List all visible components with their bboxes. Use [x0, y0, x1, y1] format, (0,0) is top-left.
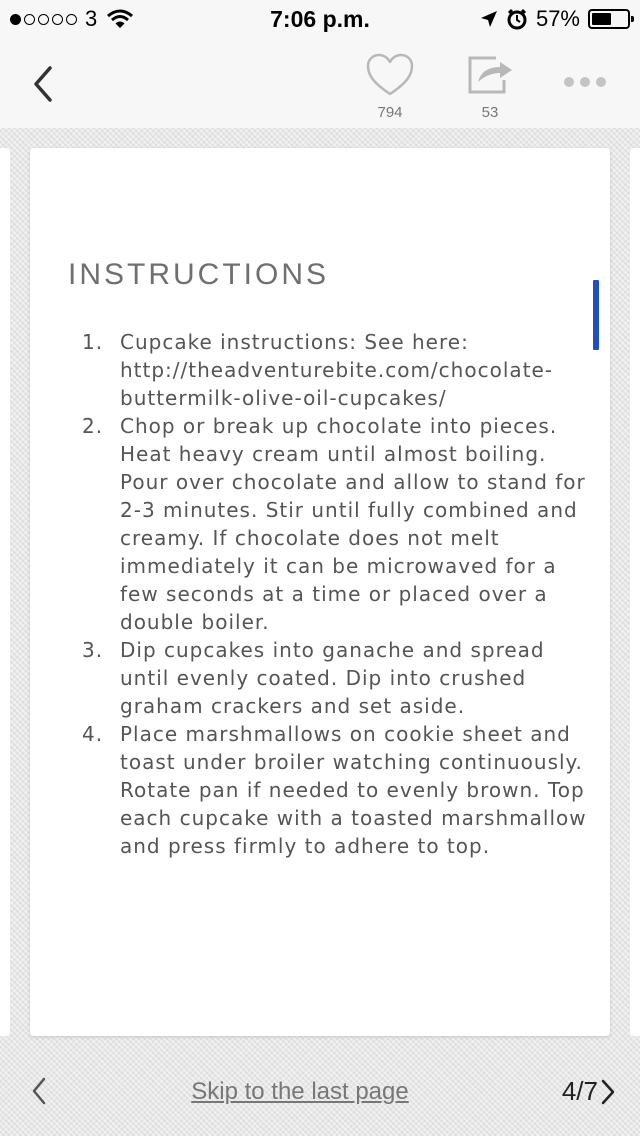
previous-page-card[interactable] [0, 148, 10, 1036]
heart-icon [364, 52, 416, 98]
step-number: 2. [82, 414, 104, 438]
like-count: 794 [377, 104, 403, 121]
instructions-list [82, 328, 590, 860]
instruction-step [82, 636, 590, 720]
step-text: Chop or break up chocolate into pieces. Heat heavy cream until almost boiling. Pour over chocolate and allow to stand for 2-3 minutes. Stir until fully combined and creamy. If chocolate does not melt immediately it can be microwaved for a few seconds at a time or placed over a double boiler. [120, 414, 586, 634]
recipe-page-card [30, 148, 610, 1036]
status-bar [0, 0, 640, 40]
more-button[interactable] [564, 70, 614, 94]
page-indicator[interactable] [562, 1076, 618, 1107]
instruction-step [82, 412, 590, 636]
next-page-card[interactable] [630, 148, 640, 1036]
step-number: 3. [82, 638, 104, 662]
like-button[interactable] [364, 52, 416, 122]
scroll-indicator[interactable] [593, 280, 599, 350]
location-icon [480, 10, 498, 28]
share-button[interactable] [464, 52, 516, 122]
skip-to-last-page-link[interactable]: Skip to the last page [191, 1078, 409, 1105]
chevron-left-icon [26, 62, 66, 106]
step-number: 1. [82, 330, 104, 354]
nav-bar [0, 40, 640, 128]
battery-fill [592, 13, 611, 25]
share-count: 53 [481, 104, 499, 121]
carrier-name: 3 [85, 6, 98, 31]
status-time: 7:06 p.m. [270, 6, 370, 32]
step-text: Cupcake instructions: See here: http://theadventurebite.com/chocolate-buttermilk-olive-oil-cupcakes/ [120, 330, 553, 410]
step-text: Place marshmallows on cookie sheet and toast under broiler watching continuously. Rotate pan if needed to evenly brown. Top each cupcake with a toasted marshmallow and press firmly to adhere to top. [120, 722, 587, 858]
share-icon [464, 52, 516, 98]
alarm-icon [506, 8, 528, 30]
step-text: Dip cupcakes into ganache and spread until evenly coated. Dip into crushed graham crackers and set aside. [120, 638, 545, 718]
page-number: 4/7 [561, 1076, 598, 1106]
status-right [480, 6, 630, 32]
step-number: 4. [82, 722, 104, 746]
chevron-right-icon[interactable] [598, 1077, 618, 1107]
more-icon [564, 77, 574, 87]
instruction-step [82, 328, 590, 412]
section-title: INSTRUCTIONS [68, 258, 329, 291]
battery-percent: 57% [535, 6, 580, 31]
battery-icon [588, 9, 630, 29]
instruction-step [82, 720, 590, 860]
bottom-bar [0, 1036, 640, 1136]
back-button[interactable] [26, 62, 66, 106]
